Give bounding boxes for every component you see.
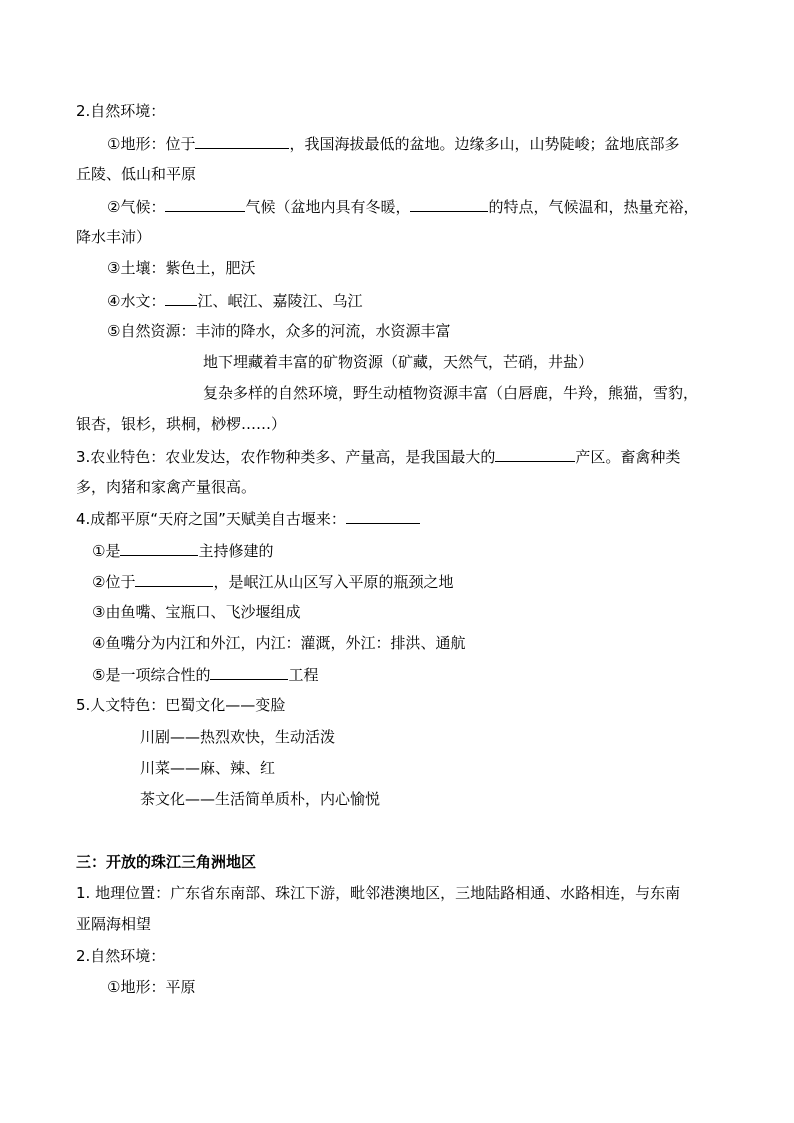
culture-line-1: 5.人文特色：巴蜀文化——变脸 [76,696,286,714]
resources-line-3: 复杂多样的自然环境，野生动植物资源丰富（白唇鹿，牛羚，熊猫，雪豹， [203,384,699,402]
fill-blank [120,540,198,556]
fill-blank [346,508,420,524]
climate-line: ②气候： 气候（盆地内具有冬暖， 的特点，气候温和，热量充裕， [107,198,699,216]
hydrology-line: ④水文： 江、岷江、嘉陵江、乌江 [107,292,363,310]
fill-blank [135,571,213,587]
agriculture-line-cont: 多，肉猪和家禽产量很高。 [76,478,257,496]
dujiangyan-item-2: ②位于 ，是岷江从山区写入平原的瓶颈之地 [92,573,454,591]
culture-line-2: 川剧——热烈欢快，生动活泼 [140,728,336,746]
pearl-location-line-1: 1. 地理位置：广东省东南部、珠江下游，毗邻港澳地区，三地陆路相通、水路相连，与东南 [76,884,681,902]
pearl-env-heading: 2.自然环境： [76,947,166,965]
section-natural-env-heading: 2.自然环境： [76,102,166,120]
climate-line-cont: 降水丰沛） [76,228,152,246]
pearl-terrain-line: ①地形：平原 [107,978,196,996]
dujiangyan-item-5: ⑤是一项综合性的 工程 [92,666,319,684]
agriculture-line: 3.农业特色：农业发达，农作物种类多、产量高，是我国最大的 产区。畜禽种类 [76,448,681,466]
dujiangyan-item-1: ①是 主持修建的 [92,542,274,560]
dujiangyan-item-4: ④鱼嘴分为内江和外江，内江：灌溉，外江：排洪、通航 [92,634,466,652]
fill-blank [165,290,197,306]
dujiangyan-item-3: ③由鱼嘴、宝瓶口、飞沙堰组成 [92,603,301,621]
resources-line-4: 银杏，银杉，珙桐，桫椤……） [76,415,287,433]
pearl-location-line-2: 亚隔海相望 [76,915,152,933]
pearl-river-heading: 三：开放的珠江三角洲地区 [76,853,257,871]
fill-blank [210,664,288,680]
terrain-line: ①地形：位于 ，我国海拔最低的盆地。边缘多山，山势陡峻；盆地底部多 [107,135,680,153]
fill-blank [195,133,289,149]
fill-blank [165,196,245,212]
culture-line-3: 川菜——麻、辣、红 [140,759,276,777]
fill-blank [410,196,488,212]
resources-line-1: ⑤自然资源：丰沛的降水，众多的河流，水资源丰富 [107,322,451,340]
resources-line-2: 地下埋藏着丰富的矿物资源（矿藏，天然气，芒硝，井盐） [203,353,594,371]
terrain-line-cont: 丘陵、低山和平原 [76,165,197,183]
soil-line: ③土壤：紫色土，肥沃 [107,259,256,277]
culture-line-4: 茶文化——生活简单质朴，内心愉悦 [140,790,381,808]
fill-blank [495,446,575,462]
dujiangyan-heading: 4.成都平原“天府之国”天赋美自古堰来： [76,508,420,529]
